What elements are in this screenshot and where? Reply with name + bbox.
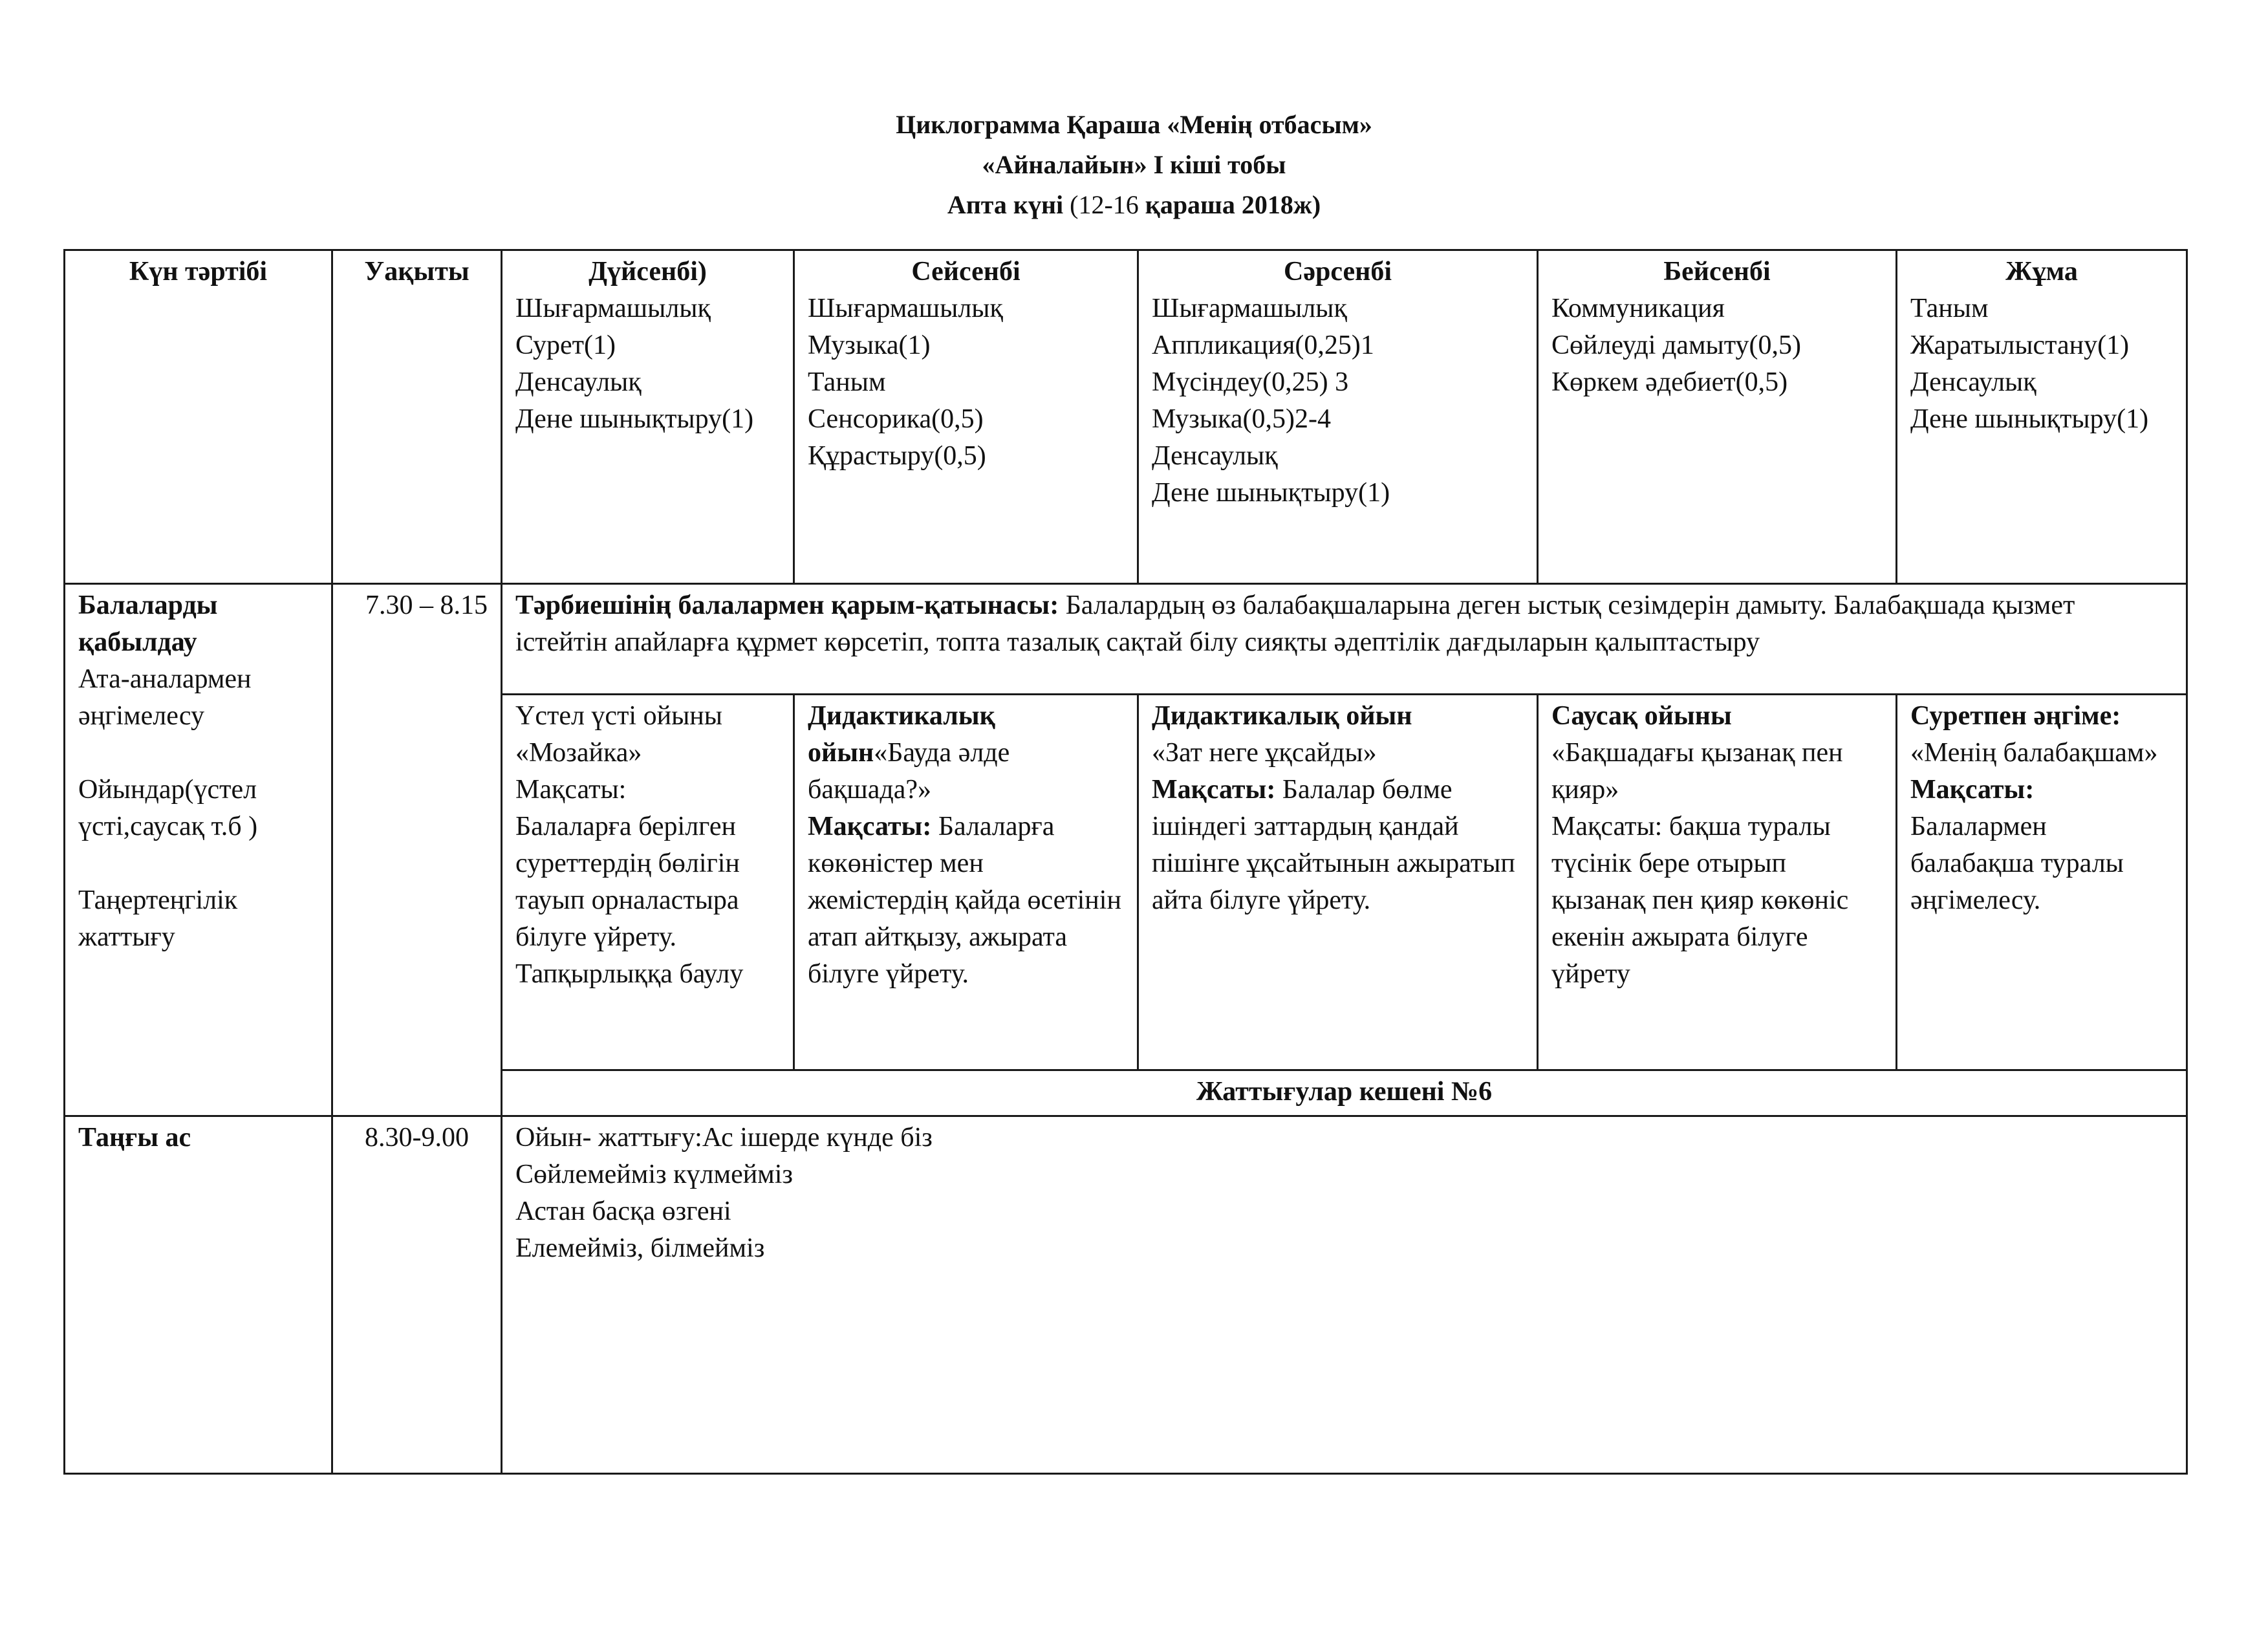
subject-item: Көркем әдебиет(0,5) — [1551, 367, 1788, 397]
time-column-header: Уақыты — [332, 250, 502, 584]
reception-sub-exercise: Таңертеңгілік жаттығу — [78, 885, 238, 952]
title-week-label: Апта күні — [947, 190, 1064, 219]
title-line-2: «Айналайын» І кіші тобы — [982, 150, 1286, 179]
breakfast-line: Елемейміз, білмейміз — [515, 1233, 765, 1263]
day-cell-tuesday — [794, 250, 1138, 584]
subject-item: Музыка(1) — [808, 330, 931, 360]
breakfast-content-cell — [502, 1116, 2187, 1474]
subject-item: Жаратылыстану(1) — [1910, 330, 2130, 360]
title-line-3 — [0, 185, 2268, 225]
subject-item: Таным — [808, 367, 886, 397]
game-title: Үстел үсті ойыны «Мозайка» — [515, 701, 722, 768]
breakfast-line: Ойын- жаттығу:Ас ішерде күнде біз — [515, 1123, 933, 1153]
day-name: Бейсенбі — [1663, 257, 1771, 287]
subject-item: Шығармашылық — [515, 294, 711, 323]
game-title-label: Суретпен әңгіме: — [1910, 701, 2121, 731]
subject-item: Шығармашылық — [1152, 294, 1347, 323]
exercise-complex-cell — [502, 1070, 2187, 1116]
day-name: Жұма — [2005, 257, 2078, 287]
reception-sub-parents: Ата-аналармен әңгімелесу — [78, 664, 252, 731]
subject-item: Сурет(1) — [515, 330, 616, 360]
teacher-talk-label: Тәрбиешінің балалармен қарым-қатынасы: — [515, 590, 1059, 620]
game-cell-wednesday — [1138, 695, 1538, 1070]
day-cell-thursday — [1538, 250, 1897, 584]
day-cell-monday — [502, 250, 794, 584]
breakfast-row — [65, 1116, 2187, 1474]
subject-item: Сенсорика(0,5) — [808, 404, 984, 434]
game-title-label: Саусақ ойыны — [1551, 701, 1732, 731]
reception-talk-row — [65, 584, 2187, 695]
subject-item: Денсаулық — [515, 367, 642, 397]
breakfast-label-cell — [65, 1116, 332, 1474]
subject-item: Дене шынықтыру(1) — [515, 404, 754, 434]
game-title: «Бақшадағы қызанақ пен қияр» — [1551, 738, 1843, 805]
game-cell-thursday — [1538, 695, 1897, 1070]
header-row — [65, 250, 2187, 584]
day-cell-friday — [1897, 250, 2187, 584]
game-goal: Мақсаты: бақша туралы түсінік бере отырып қызанақ пен қияр көкөніс екенін ажырата білуге үйрету — [1551, 812, 1849, 989]
day-name: Дүйсенбі) — [589, 257, 707, 287]
schedule-column-header: Күн тәртібі — [65, 250, 332, 584]
subject-item: Мүсіндеу(0,25) 3 — [1152, 367, 1349, 397]
subject-item: Денсаулық — [1152, 441, 1278, 471]
reception-sub-games: Ойындар(үстел үсті,саусақ т.б ) — [78, 775, 258, 841]
game-goal: Балаларға берілген суреттердің бөлігін тауып орналастыра білуге үйрету. Тапқырлыққа баулу — [515, 812, 744, 989]
reception-title: Балаларды қабылдау — [78, 590, 218, 657]
subject-item: Құрастыру(0,5) — [808, 441, 986, 471]
day-name: Сейсенбі — [911, 257, 1021, 287]
subject-item: Таным — [1910, 294, 1989, 323]
game-goal-label: Мақсаты: — [808, 812, 932, 841]
game-goal: Балалармен балабақша туралы әңгімелесу. — [1910, 812, 2124, 915]
subject-item: Денсаулық — [1910, 367, 2036, 397]
subject-item: Шығармашылық — [808, 294, 1003, 323]
breakfast-line: Сөйлемейміз күлмейміз — [515, 1160, 794, 1189]
document-header — [0, 105, 2268, 225]
game-title-label: Дидактикалық ойын — [808, 701, 995, 768]
breakfast-time: 8.30-9.00 — [365, 1123, 469, 1153]
game-cell-friday — [1897, 695, 2187, 1070]
subject-item: Коммуникация — [1551, 294, 1725, 323]
exercise-complex: Жаттығулар кешені №6 — [1196, 1077, 1493, 1107]
day-cell-wednesday — [1138, 250, 1538, 584]
game-goal: Балалар бөлме ішіндегі заттардың қандай пішінге ұқсайтынын ажыратып айта білуге үйрету. — [1152, 775, 1515, 915]
subject-item: Дене шынықтыру(1) — [1910, 404, 2149, 434]
game-title: «Зат неге ұқсайды» — [1152, 738, 1377, 768]
reception-time-cell — [332, 584, 502, 1116]
teacher-talk-text: Балалардың өз балабақшаларына деген ыстық сезімдерін дамыту. Балабақшада қызмет істейтін апайларға құрмет көрсетіп, топта тазалық сақтай білу сияқты әдептілік дағдыларын қалыптастыру — [515, 590, 2075, 657]
breakfast-time-cell — [332, 1116, 502, 1474]
breakfast-title: Таңғы ас — [78, 1123, 191, 1153]
game-title: «Менің балабақшам» — [1910, 738, 2158, 768]
title-date-open: (12-16 — [1063, 190, 1145, 219]
day-name: Сәрсенбі — [1284, 257, 1392, 287]
game-goal-label: Мақсаты: — [1910, 775, 2035, 805]
teacher-talk-cell — [502, 584, 2187, 695]
reception-time: 7.30 – 8.15 — [365, 590, 488, 620]
subject-item: Дене шынықтыру(1) — [1152, 478, 1390, 508]
game-goal: Балаларға көкөністер мен жемістердің қайда өсетінін атап айтқызу, ажырата білуге үйрету. — [808, 812, 1121, 989]
title-date-rest: қараша 2018ж) — [1145, 190, 1321, 219]
game-goal-label: Мақсаты: — [515, 775, 627, 805]
cyclogram-table — [63, 249, 2188, 1475]
game-cell-monday — [502, 695, 794, 1070]
subject-item: Музыка(0,5)2-4 — [1152, 404, 1331, 434]
reception-label-cell — [65, 584, 332, 1116]
subject-item: Аппликация(0,25)1 — [1152, 330, 1374, 360]
game-title: «Бауда әлде бақшада?» — [808, 738, 1010, 805]
game-cell-tuesday — [794, 695, 1138, 1070]
game-title-label: Дидактикалық ойын — [1152, 701, 1412, 731]
game-goal-label: Мақсаты: — [1152, 775, 1276, 805]
title-line-1: Циклограмма Қараша «Менің отбасым» — [896, 110, 1372, 139]
subject-item: Сөйлеуді дамыту(0,5) — [1551, 330, 1802, 360]
breakfast-line: Астан басқа өзгені — [515, 1196, 731, 1226]
